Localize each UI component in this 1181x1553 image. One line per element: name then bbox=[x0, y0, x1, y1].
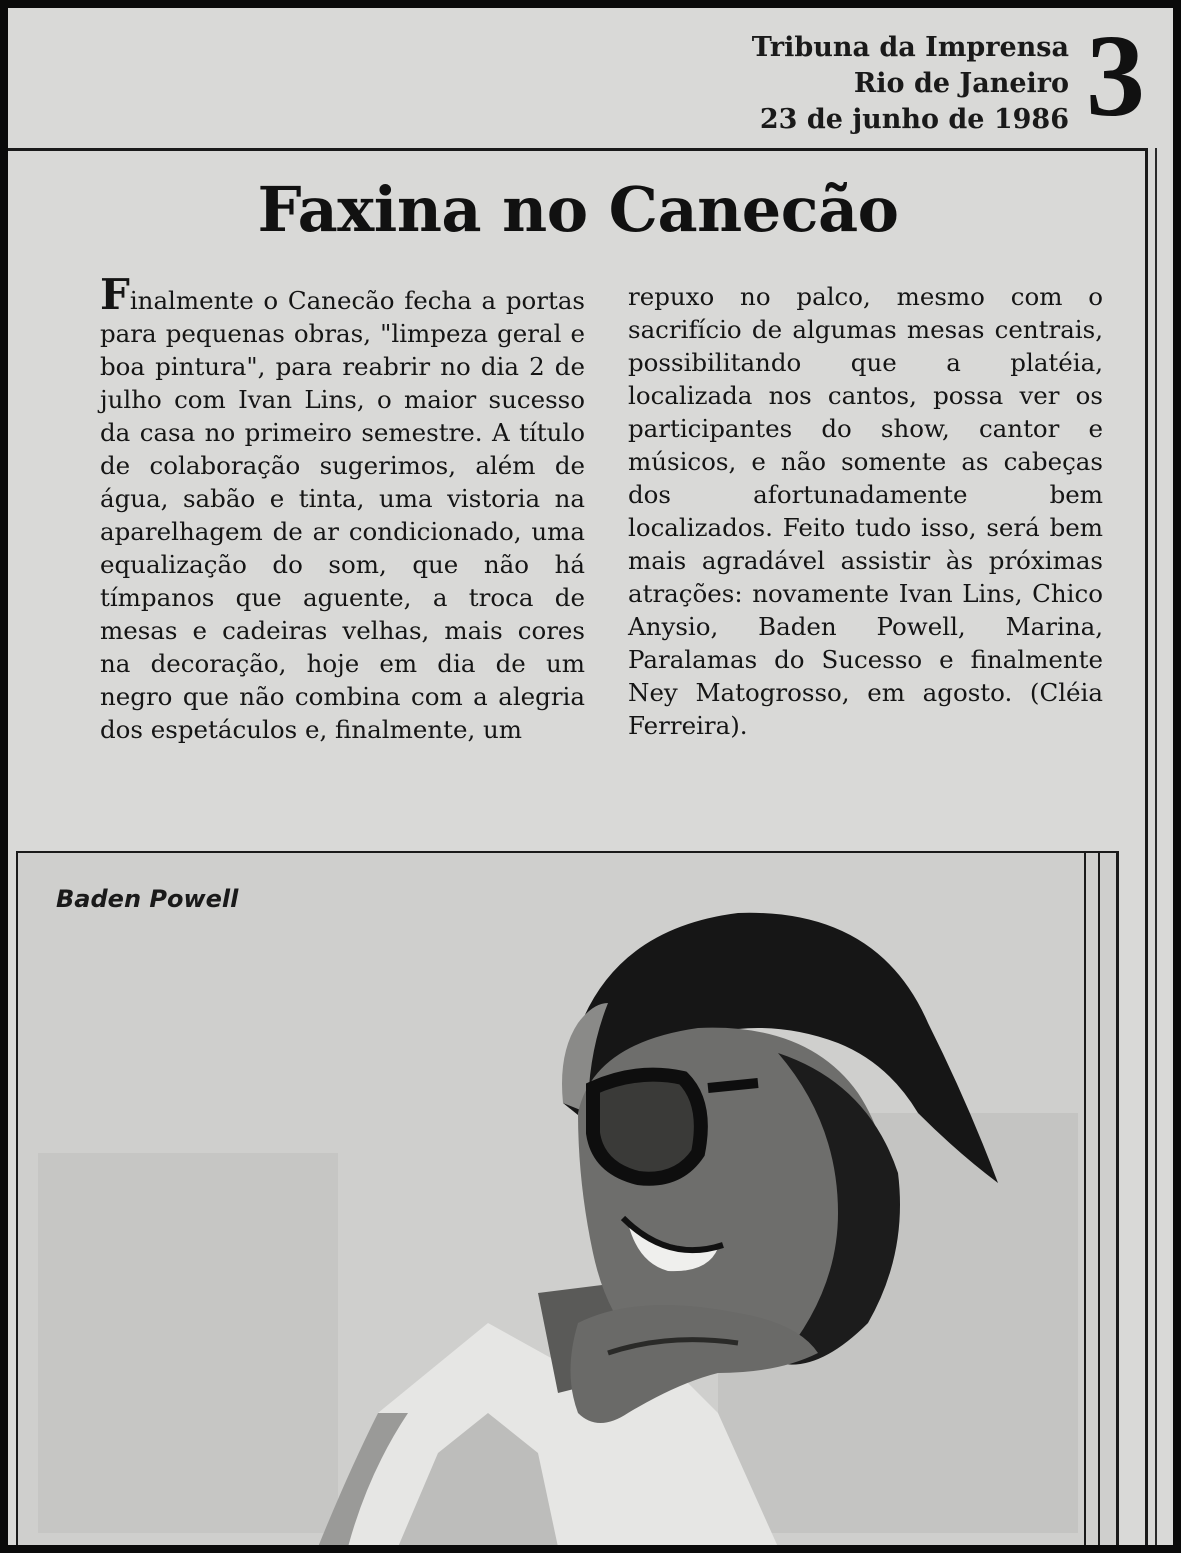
masthead bbox=[752, 30, 1069, 138]
drop-cap: F bbox=[100, 270, 130, 319]
article-column-left bbox=[100, 270, 585, 746]
page-number: 3 bbox=[1086, 10, 1145, 141]
newspaper-clipping bbox=[8, 8, 1173, 1545]
portrait-photo-icon bbox=[18, 853, 1116, 1545]
photo-caption: Baden Powell bbox=[56, 885, 239, 913]
frame-rule-right-outer bbox=[1155, 148, 1157, 1545]
photo-frame-rule-inner bbox=[1084, 853, 1086, 1545]
article-headline: Faxina no Canecão bbox=[257, 173, 899, 246]
masthead-date: 23 de junho de 1986 bbox=[759, 104, 1069, 135]
photo-frame bbox=[16, 851, 1119, 1545]
masthead-city: Rio de Janeiro bbox=[853, 68, 1069, 99]
frame-rule-right bbox=[1145, 148, 1148, 1545]
photo-frame-rule-outer bbox=[1098, 853, 1100, 1545]
masthead-paper: Tribuna da Imprensa bbox=[751, 32, 1069, 63]
article-column-right: repuxo no palco, mesmo com o sacrifício de algumas mesas centrais, possibilitando que a platéia, localizada nos cantos, possa ver os participantes do show, cantor e músicos, e não somente as cabeças dos afortunadamente bem localizados. Feito tudo isso, será bem mais agradável assistir às próximas atrações: novamente Ivan Lins, Chico Anysio, Baden Powell, Marina, Paralamas do Sucesso e finalmente Ney Matogrosso, em agosto. (Cléia Ferreira). bbox=[628, 282, 1103, 740]
column-left-text: inalmente o Canecão fecha a portas para pequenas obras, "limpeza geral e boa pintura", para reabrir no dia 2 de julho com Ivan Lins, o maior sucesso da casa no primeiro semestre. A título de colaboração sugerimos, além de água, sabão e tinta, uma vistoria na aparelhagem de ar condicionado, uma equalização do som, que não há tímpanos que aguente, a troca de mesas e cadeiras velhas, mais cores na decoração, hoje em dia de um negro que não combina com a alegria dos espetáculos e, finalmente, um bbox=[100, 286, 585, 744]
frame-rule-top bbox=[8, 148, 1148, 151]
